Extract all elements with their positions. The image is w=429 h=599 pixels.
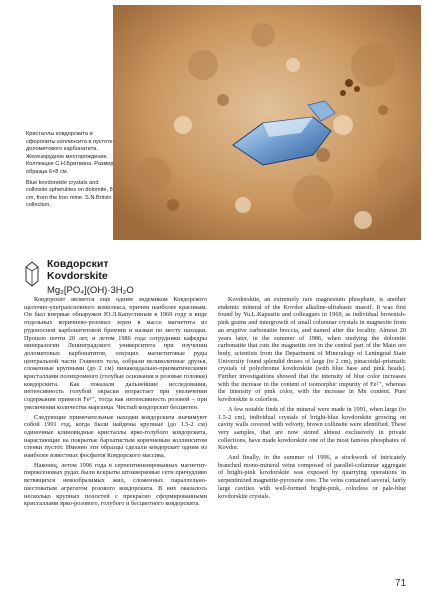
paragraph: Следующие примечательные находки ковдорскита значимуют собой 1991 год, когда были найдены крупные (до 1.5-2 см) одиночные клиновидные кристаллы ярко-голубого ковдорскита, нарастающие на покрытые бархатистым коричневым коллинситом стенки пустот. Именно эти образцы сделали ковдорскит одним из наиболее известных фосфатов Ковдорского массива. (24, 413, 207, 460)
mineral-title-ru: Ковдорскит (47, 258, 109, 270)
mineral-title-en: Kovdorskite (47, 270, 108, 282)
paragraph: A few notable finds of the mineral were made in 1991, when large (to 1.5-2 cm), individual crystals of bright-blue kovdorskite growing on cavity walls covered with velvety, brown collinsite were identified. These very samples, that are now stored almost exclusively in private collections, have made kovdorskite one of the most famous phosphates of Kovdor. (218, 405, 406, 452)
paragraph: Наконец, летом 1996 года в серпентинизированных магнетит-пироксеновых рудах были вскрыты штокверковые сети причудливо ветвящихся невообразимых жил, сложенных параллельно-шестоватым агрегатом розового ковдорскита. В них оказалось несколько крупных полостей с прекрасно сформированными кристаллами ярко-розового, голубого и бесцветного ковдорскита. (24, 461, 207, 508)
caption-en: Blue kovdorskite crystals and collinsite spherulites on dolomite, 8 cm, from the Iron mine. S.N.Britvin collection. (26, 179, 113, 209)
paragraph: Ковдорскит является еще одним эндемиком Ковдорского щелочно-ультраосновного комплекса, причем наиболее красивым. Он был впервые обнаружен Ю.Л.Капустиным в 1969 году в виде отдельных коричнево-розовых зерен в массе магнетита из рудоносной карбонатитовой брекчии и назван по месту находки. Прошло почти 20 лет, и летом 1986 года сотрудники кафедры минералогии Ленинградского университета при изучении доломитовых карбонатитов, секущих магнетитовые руды центральной части Главного тела, собрали великолепные друзья, сложенные крупными (до 2 см) пинакоидально-призматическими кристаллами полихромного (голубые основания и розовые головки) ковдорскита. Как показали дальнейшие исследования, интенсивность голубой окраски возрастает при увеличении содержания примеси Fe²⁺, тогда как интенсивность розовой – при увеличении количества марганца. Чистый ковдорскит бесцветен. (24, 296, 207, 411)
mineral-formula: Mg₂[PO₄](OH)·3H₂O (47, 285, 134, 296)
photo-caption (26, 131, 116, 210)
text-column-en (218, 296, 406, 502)
page-number: 71 (395, 578, 407, 589)
mineral-crystal-icon (24, 261, 40, 287)
paragraph: And finally, in the summer of 1996, a stockwork of intricately branched mono-mineral veins composed of parallel-columnar aggregate of bright-pink kovdorskite was exposed by quarrying operations in serpentinized magnetite-pyroxene ores. The veins contained several, fairly large cavities with well-formed bright-pink, colorless or pale-blue kovdorskite crystals. (218, 454, 406, 500)
caption-ru: Кристаллы ковдорскита и сферолиты коллинсита в пустоте доломитового карбонатита. Железорудное месторождение. Коллекция С.Н.Бритвина. Размер образца 6×8 см. (26, 131, 114, 175)
paragraph: Kovdorskite, an extremely rare magnesium phosphate, is another endemic mineral of the Kovdor alkaline-ultrabasic massif. It was first found by Yu.L.Kapustin and colleagues in 1969, as individual brownish-pink grains and intergrowth of small columnar crystals in magnesite from an eruptive carbonatite breccia, and named after the locality. Almost 20 years later, in the summer of 1986, when studying the dolomite carbonatite that cuts the magnetite ore in the central part of the Main ore body, scientists from the Department of Mineralogy of Leningrad State University found splendid druses of large (to 2 cm), pinacoidal-prismatic crystals of polychrome kovdorskite (with blue base and pink heads). Further investigations showed that the intensity of blue color increases with the increase in the content of isomorphic impurity of Fe²⁺, whereas the intensity of pink color, with the increase in Mn content. Pure kovdorskite is colorless. (218, 296, 406, 404)
specimen-photo (113, 5, 421, 240)
text-column-ru (24, 296, 207, 510)
